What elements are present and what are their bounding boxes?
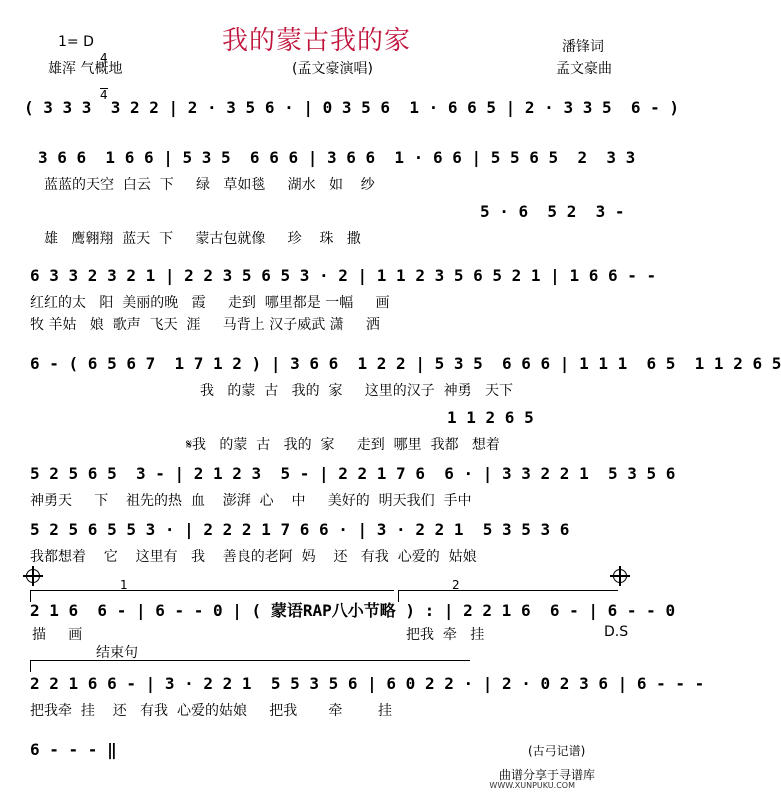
notation-line: 5 2 5 6 5 5 3 · | 2 2 2 1 7 6 6 · | 3 · 2 2 1 5 3 5 3 6 bbox=[30, 520, 570, 539]
site-url: WWW.XUNPUKU.COM bbox=[489, 781, 575, 790]
notation-line: ( 3 3 3 3 2 2 | 2 · 3 5 6 · | 0 3 5 6 1 · 6 6 5 | 2 · 3 3 5 6 - ) bbox=[24, 98, 680, 117]
time-signature: 4 4 bbox=[100, 51, 108, 102]
lyric-line: 雄 鹰翱翔 蓝天 下 蒙古包就像 珍 珠 撒 bbox=[44, 231, 361, 247]
second-ending-label: 2 bbox=[452, 578, 460, 592]
site-watermark: 曲谱分享于寻谱库 bbox=[498, 768, 595, 782]
coda-sign-icon bbox=[26, 569, 40, 583]
notation-line: 1 1 2 6 5 bbox=[447, 408, 534, 427]
lyric-line: 红红的太 阳 美丽的晚 霞 走到 哪里都是 一幅 画 bbox=[30, 295, 390, 311]
lyric-line: 牧 羊姑 娘 歌声 飞天 涯 马背上 汉子威武 潇 洒 bbox=[30, 317, 380, 333]
song-title: 我的蒙古我的家 bbox=[222, 26, 412, 56]
key-signature: 1= D bbox=[58, 34, 94, 50]
lyric-line: 把我 牵 挂 bbox=[406, 627, 485, 643]
lyric-line: 把我牵 挂 还 有我 心爱的姑娘 把我 牵 挂 bbox=[30, 703, 392, 719]
ending-bracket bbox=[30, 590, 394, 591]
notation-line: 5 2 5 6 5 3 - | 2 1 2 3 5 - | 2 2 1 7 6 6 · | 3 3 2 2 1 5 3 5 6 bbox=[30, 464, 676, 483]
lyric-line: 神勇天 下 祖先的热 血 澎湃 心 中 美好的 明天我们 手中 bbox=[30, 493, 472, 509]
notation-line: 6 3 3 2 3 2 1 | 2 2 3 5 6 5 3 · 2 | 1 1 2 3 5 6 5 2 1 | 1 6 6 - - bbox=[30, 266, 657, 285]
lyric-line: 我都想着 它 这里有 我 善良的老阿 妈 还 有我 心爱的 姑娘 bbox=[30, 549, 477, 565]
lyric-line: 描 画 bbox=[32, 627, 83, 643]
ending-label: 结束句 bbox=[96, 645, 138, 661]
notation-line: 2 1 6 6 - | 6 - - 0 | ( 蒙语RAP八小节略 ) : | 2 2 1 6 6 - | 6 - - 0 bbox=[30, 601, 676, 620]
lyricist: 潘锋词 bbox=[562, 39, 604, 55]
transcriber-credit: (古弓记谱) bbox=[528, 744, 586, 758]
singer: (孟文豪演唱) bbox=[292, 61, 373, 77]
notation-line: 5 · 6 5 2 3 - bbox=[480, 202, 625, 221]
coda-sign-icon bbox=[613, 569, 627, 583]
notation-line: 2 2 1 6 6 - | 3 · 2 2 1 5 5 3 5 6 | 6 0 2 2 · | 2 · 0 2 3 6 | 6 - - - bbox=[30, 674, 705, 693]
notation-line: 6 - - - ‖ bbox=[30, 740, 117, 759]
notation-line: 3 6 6 1 6 6 | 5 3 5 6 6 6 | 3 6 6 1 · 6 6 | 5 5 6 5 2 3 3 bbox=[38, 148, 636, 167]
dal-segno-mark: D.S bbox=[604, 624, 629, 640]
lyric-line: 蓝蓝的天空 白云 下 绿 草如毯 湖水 如 纱 bbox=[44, 177, 375, 193]
notation-line: 6 - ( 6 5 6 7 1 7 1 2 ) | 3 6 6 1 2 2 | 5 3 5 6 6 6 | 1 1 1 6 5 1 1 2 6 5 bbox=[30, 354, 781, 373]
lyric-line: 我 的蒙 古 我的 家 这里的汉子 神勇 天下 bbox=[200, 383, 514, 399]
ending-bracket bbox=[398, 590, 618, 591]
lyric-line: 𝄋我 的蒙 古 我的 家 走到 哪里 我都 想着 bbox=[186, 437, 500, 453]
first-ending-label: 1 bbox=[120, 578, 128, 592]
tempo-marking: 雄浑 气概地 bbox=[48, 61, 123, 77]
composer: 孟文豪曲 bbox=[556, 61, 612, 77]
